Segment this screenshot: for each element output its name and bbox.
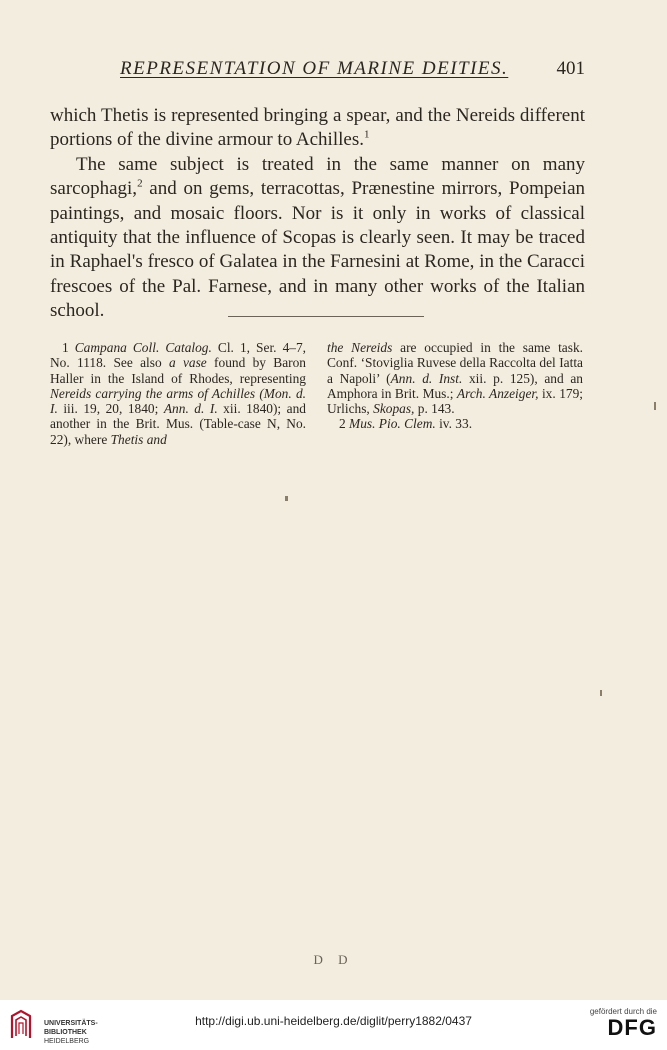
footnote-2 bbox=[327, 416, 583, 431]
text-run: xii. p. 125), and an Amphora in Brit. Mus.; bbox=[327, 370, 583, 401]
text-run: a vase bbox=[168, 355, 207, 371]
text-run: 1 bbox=[62, 340, 75, 355]
paragraph-1 bbox=[50, 104, 585, 153]
text-run: the Nereids bbox=[327, 340, 393, 355]
text-run: and on gems, terracottas, Prænestine mirrors, Pompeian paintings, and mosaic floors. Nor is it only in works of classical antiquity that the influence of Scopas is clearly seen. It may be traced in Raphael's fresco of Galatea in the Farnesini at Rome, in the Caracci frescoes of the Pal. Farnese, and in many other works of the Italian school. bbox=[50, 178, 585, 322]
paper-speck bbox=[600, 690, 602, 696]
text-run: which Thetis is represented bringing a spear, and the Nereids different portions of the divine armour to Achilles. bbox=[50, 105, 585, 151]
footnote-1-continued bbox=[327, 340, 583, 416]
text-run: found by Baron Haller in the Island of Rhodes, representing bbox=[50, 355, 306, 386]
footnotes-right-column bbox=[327, 340, 583, 432]
text-run: Thetis and bbox=[110, 431, 167, 447]
text-run: 1 bbox=[363, 129, 370, 142]
page-header bbox=[50, 58, 585, 82]
text-run: iii. 19, 20, 1840; bbox=[57, 401, 164, 417]
text-run: 2 bbox=[339, 416, 350, 432]
text-run: iv. 33. bbox=[435, 416, 473, 432]
text-run: Cl. 1, Ser. 4–7, No. 1118. See also bbox=[50, 340, 306, 371]
footnote-divider bbox=[228, 316, 424, 317]
main-text bbox=[50, 104, 585, 324]
signature-mark: D D bbox=[313, 952, 354, 967]
funder-logo[interactable] bbox=[587, 1007, 657, 1040]
text-run: p. 143. bbox=[414, 401, 455, 417]
footnote-1 bbox=[50, 340, 306, 447]
text-run: Ann. d. Inst. bbox=[390, 370, 463, 386]
text-run: Skopas, bbox=[373, 401, 415, 417]
digitization-footer bbox=[0, 1000, 667, 1050]
text-run: are occupied in the same task. Conf. ‘Stoviglia Ruvese della Raccolta del Iatta a Napoli’ ( bbox=[327, 340, 583, 386]
dfg-logo-text: DFG bbox=[607, 1015, 657, 1040]
page-number: 401 bbox=[556, 58, 585, 79]
text-run: The same subject is treated in the same manner on many sarcophagi, bbox=[50, 153, 585, 200]
footnotes-left-column bbox=[50, 340, 306, 447]
running-head: REPRESENTATION OF MARINE DEITIES. bbox=[120, 58, 509, 79]
text-run: Mus. Pio. Clem. bbox=[349, 416, 436, 432]
permalink-url[interactable]: http://digi.ub.uni-heidelberg.de/diglit/perry1882/0437 bbox=[195, 1014, 472, 1028]
text-run: xii. 1840); and another in the Brit. Mus. (Table-case N, No. 22), where bbox=[50, 401, 306, 447]
paragraph-2 bbox=[50, 153, 585, 324]
text-run: Campana Coll. Catalog. bbox=[74, 340, 212, 355]
text-run: 2 bbox=[137, 177, 143, 190]
text-run: Nereids carrying the arms of Achilles (Mon. d. I. bbox=[50, 385, 306, 417]
paper-speck bbox=[285, 496, 288, 501]
text-run: Arch. Anzeiger, bbox=[456, 385, 539, 401]
funding-caption: gefördert durch die bbox=[589, 1007, 657, 1016]
library-name: UNIVERSITÄTS- BIBLIOTHEK HEIDELBERG bbox=[44, 1020, 98, 1045]
text-run: Ann. d. I. bbox=[163, 401, 218, 417]
paper-speck bbox=[654, 402, 656, 410]
text-run: ix. 179; Urlichs, bbox=[327, 385, 584, 417]
